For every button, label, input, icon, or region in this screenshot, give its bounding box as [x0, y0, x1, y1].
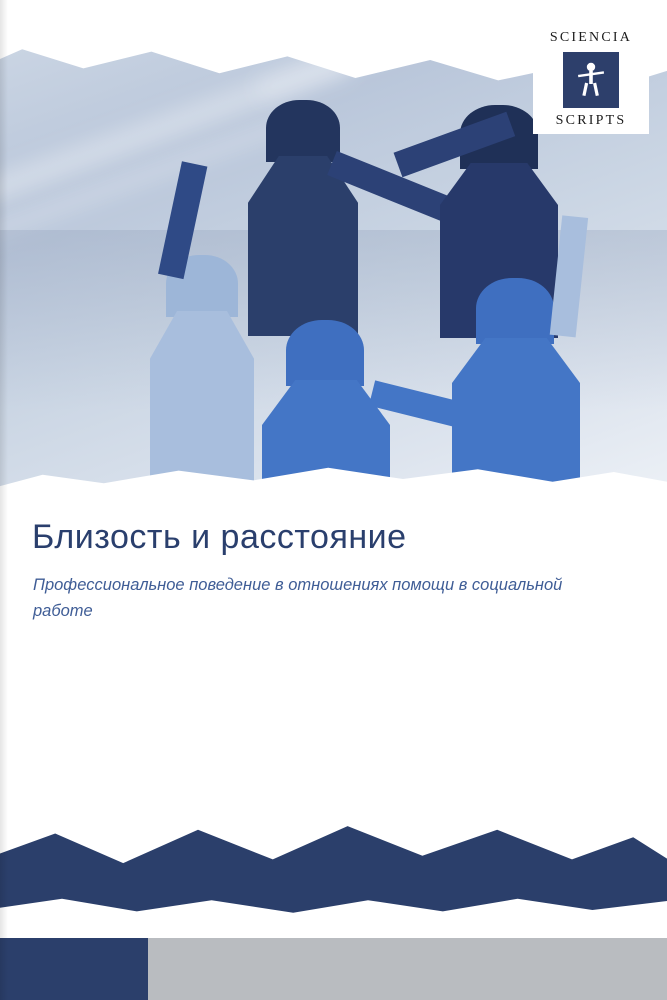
figure-head [286, 320, 364, 386]
book-title: Близость и расстояние [32, 518, 407, 556]
spine-shadow [0, 0, 8, 1000]
publisher-logo [533, 22, 649, 134]
figure-head [266, 100, 340, 162]
paper-figure-back-left [248, 100, 358, 340]
bottom-decorative-band [0, 815, 667, 1000]
figure-body [452, 338, 580, 488]
publisher-name-top: SCIENCIA [549, 30, 633, 45]
band-navy-footer-left [0, 938, 148, 1000]
band-grey-footer [148, 938, 667, 1000]
figure-head [476, 278, 554, 344]
paper-figure-pale-left [150, 255, 254, 485]
publisher-name-bottom: SCRIPTS [555, 113, 627, 128]
person-figure-icon [563, 52, 619, 108]
book-subtitle: Профессиональное поведение в отношениях помощи в социальной работе [33, 576, 563, 620]
figure-body [248, 156, 358, 336]
figure-body [150, 311, 254, 481]
